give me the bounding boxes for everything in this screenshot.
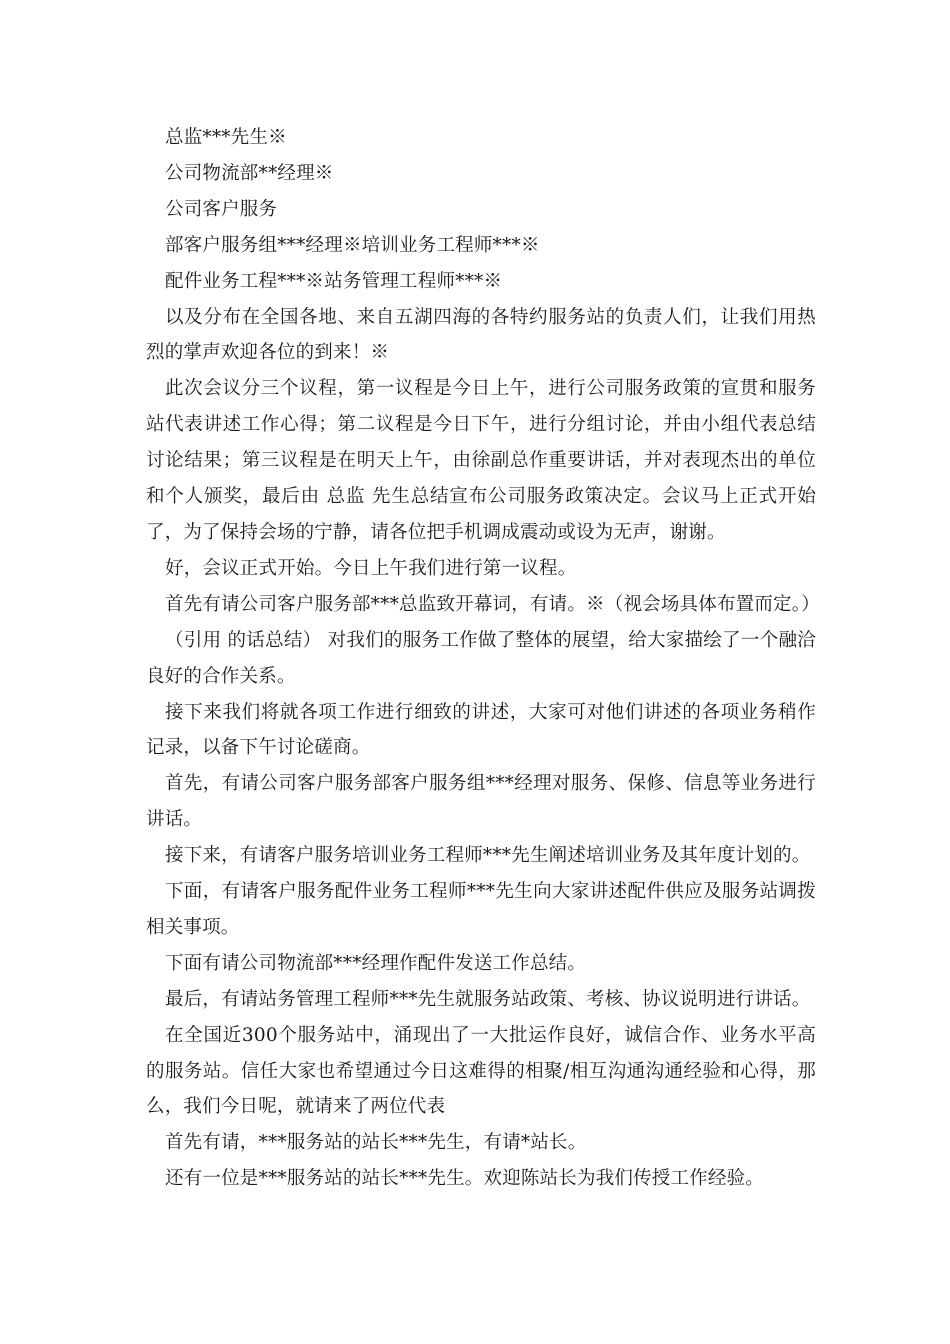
paragraph-10: （引用 的话总结） 对我们的服务工作做了整体的展望，给大家描绘了一个融洽良好的合作关系。 [146,629,816,687]
paragraph-18: 首先有请，***服务站的站长***先生，有请*站长。 [165,1132,587,1154]
paragraph-19: 还有一位是***服务站的站长***先生。欢迎陈站长为我们传授工作经验。 [165,1168,765,1190]
paragraph-9: 首先有请公司客户服务部***总监致开幕词，有请。※（视会场具体布置而定。） [165,593,820,615]
paragraph-7: 此次会议分三个议程，第一议程是今日上午，进行公司服务政策的宣贯和服务站代表讲述工作心得；第二议程是今日下午，进行分组讨论，并由小组代表总结讨论结果；第三议程是在明天上午，由徐副总作重要讲话，并对表现杰出的单位和个人颁奖，最后由 总监 先生总结宣布公司服务政策决定。会议马上正式开始了，为了保持会场的宁静，请各位把手机调成震动或设为无声，谢谢。 [146,378,816,543]
paragraph-13: 接下来，有请客户服务培训业务工程师***先生阐述培训业务及其年度计划的。 [165,845,811,867]
paragraph-1: 总监***先生※ [165,127,287,148]
paragraph-6: 以及分布在全国各地、来自五湖四海的各特约服务站的负责人们，让我们用热烈的掌声欢迎各位的到来！※ [146,306,816,364]
paragraph-14: 下面，有请客户服务配件业务工程师***先生向大家讲述配件供应及服务站调拨相关事项。 [146,881,816,938]
paragraph-17: 在全国近300个服务站中，涌现出了一大批运作良好，诚信合作、业务水平高的服务站。信任大家也希望通过今日这难得的相聚/相互沟通沟通经验和心得，那么，我们今日呢，就请来了两位代表 [146,1024,816,1118]
document-body [146,120,820,1197]
paragraph-16: 最后，有请站务管理工程师***先生就服务站政策、考核、协议说明进行讲话。 [165,988,811,1010]
paragraph-15: 下面有请公司物流部***经理作配件发送工作总结。 [165,952,587,974]
paragraph-12: 首先，有请公司客户服务部客户服务组***经理对服务、保修、信息等业务进行讲话。 [146,773,816,831]
paragraph-3: 公司客户服务 [165,198,278,220]
paragraph-11: 接下来我们将就各项工作进行细致的讲述，大家可对他们讲述的各项业务稍作记录，以备下午讨论磋商。 [146,701,816,759]
paragraph-4: 部客户服务组***经理※培训业务工程师***※ [165,234,540,256]
paragraph-2: 公司物流部**经理※ [165,162,334,184]
paragraph-5: 配件业务工程***※站务管理工程师***※ [165,270,503,292]
paragraph-8: 好，会议正式开始。今日上午我们进行第一议程。 [165,557,577,579]
